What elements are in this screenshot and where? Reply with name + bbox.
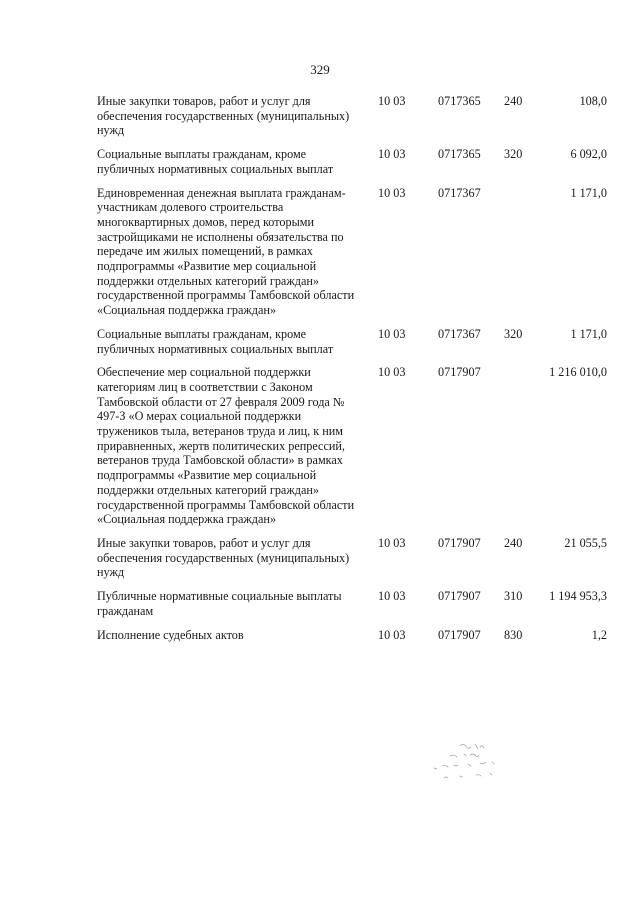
row-code: 0717907 (438, 589, 481, 604)
row-name: Иные закупки товаров, работ и услуг для обеспечения государственных (муниципальных) нужд (97, 535, 350, 580)
row-amount: 1 171,0 (570, 185, 607, 200)
row-type: 830 (504, 627, 523, 642)
row-section: 10 03 (378, 589, 406, 604)
row-name: Единовременная денежная выплата гражданам-участникам долевого строительства многоквартирных домов, перед которыми застройщиками не исполнены обязательства по передаче им жилых помещений, в рамках подпрограммы «Развитие мер социальной поддержки отдельных категорий граждан» государственной программы Тамбовской области «Социальная поддержка граждан» (97, 185, 355, 318)
row-name: Социальные выплаты гражданам, кроме публичных нормативных социальных выплат (97, 147, 334, 176)
row-type: 310 (504, 589, 523, 604)
row-type: 240 (504, 535, 523, 550)
table-row (97, 365, 607, 527)
signature-mark (420, 740, 530, 790)
table-row (97, 327, 607, 356)
row-code: 0717367 (438, 326, 481, 341)
row-code: 0717365 (438, 147, 481, 162)
table-row (97, 147, 607, 176)
row-amount: 1,2 (591, 627, 607, 642)
budget-table (97, 94, 607, 651)
row-code: 0717365 (438, 94, 481, 108)
table-row (97, 628, 607, 643)
row-code: 0717907 (438, 365, 481, 380)
table-row (97, 186, 607, 318)
row-type: 320 (504, 326, 523, 341)
row-code: 0717907 (438, 535, 481, 550)
row-amount: 1 216 010,0 (549, 365, 607, 380)
table-row (97, 94, 607, 138)
row-type: 320 (504, 147, 523, 162)
row-name: Иные закупки товаров, работ и услуг для обеспечения государственных (муниципальных) нужд (97, 94, 350, 138)
row-section: 10 03 (378, 535, 406, 550)
row-type: 240 (504, 94, 523, 108)
row-section: 10 03 (378, 94, 406, 108)
row-section: 10 03 (378, 326, 406, 341)
row-section: 10 03 (378, 185, 406, 200)
row-section: 10 03 (378, 365, 406, 380)
page-number: 329 (310, 62, 330, 77)
row-amount: 6 092,0 (570, 147, 607, 162)
row-code: 0717907 (438, 627, 481, 642)
row-name: Исполнение судебных актов (97, 627, 244, 642)
table-row (97, 589, 607, 618)
row-name: Обеспечение мер социальной поддержки категориям лиц в соответствии с Законом Тамбовской области от 27 февраля 2009 года № 497-З «О мерах социальной поддержки тружеников тыла, ветеранов труда и лиц, к ним приравненных, жертв политических репрессий, ветеранов труда Тамбовской области» в рамках подпрограммы «Развитие мер социальной поддержки отдельных категорий граждан» государственной программы Тамбовской области «Социальная поддержка граждан» (97, 365, 355, 527)
row-name: Публичные нормативные социальные выплаты гражданам (97, 589, 342, 618)
row-amount: 1 171,0 (570, 326, 607, 341)
row-code: 0717367 (438, 185, 481, 200)
row-section: 10 03 (378, 627, 406, 642)
row-section: 10 03 (378, 147, 406, 162)
row-amount: 108,0 (579, 94, 607, 108)
row-amount: 21 055,5 (564, 535, 607, 550)
row-name: Социальные выплаты гражданам, кроме публичных нормативных социальных выплат (97, 326, 334, 356)
table-row (97, 536, 607, 580)
row-amount: 1 194 953,3 (549, 589, 607, 604)
